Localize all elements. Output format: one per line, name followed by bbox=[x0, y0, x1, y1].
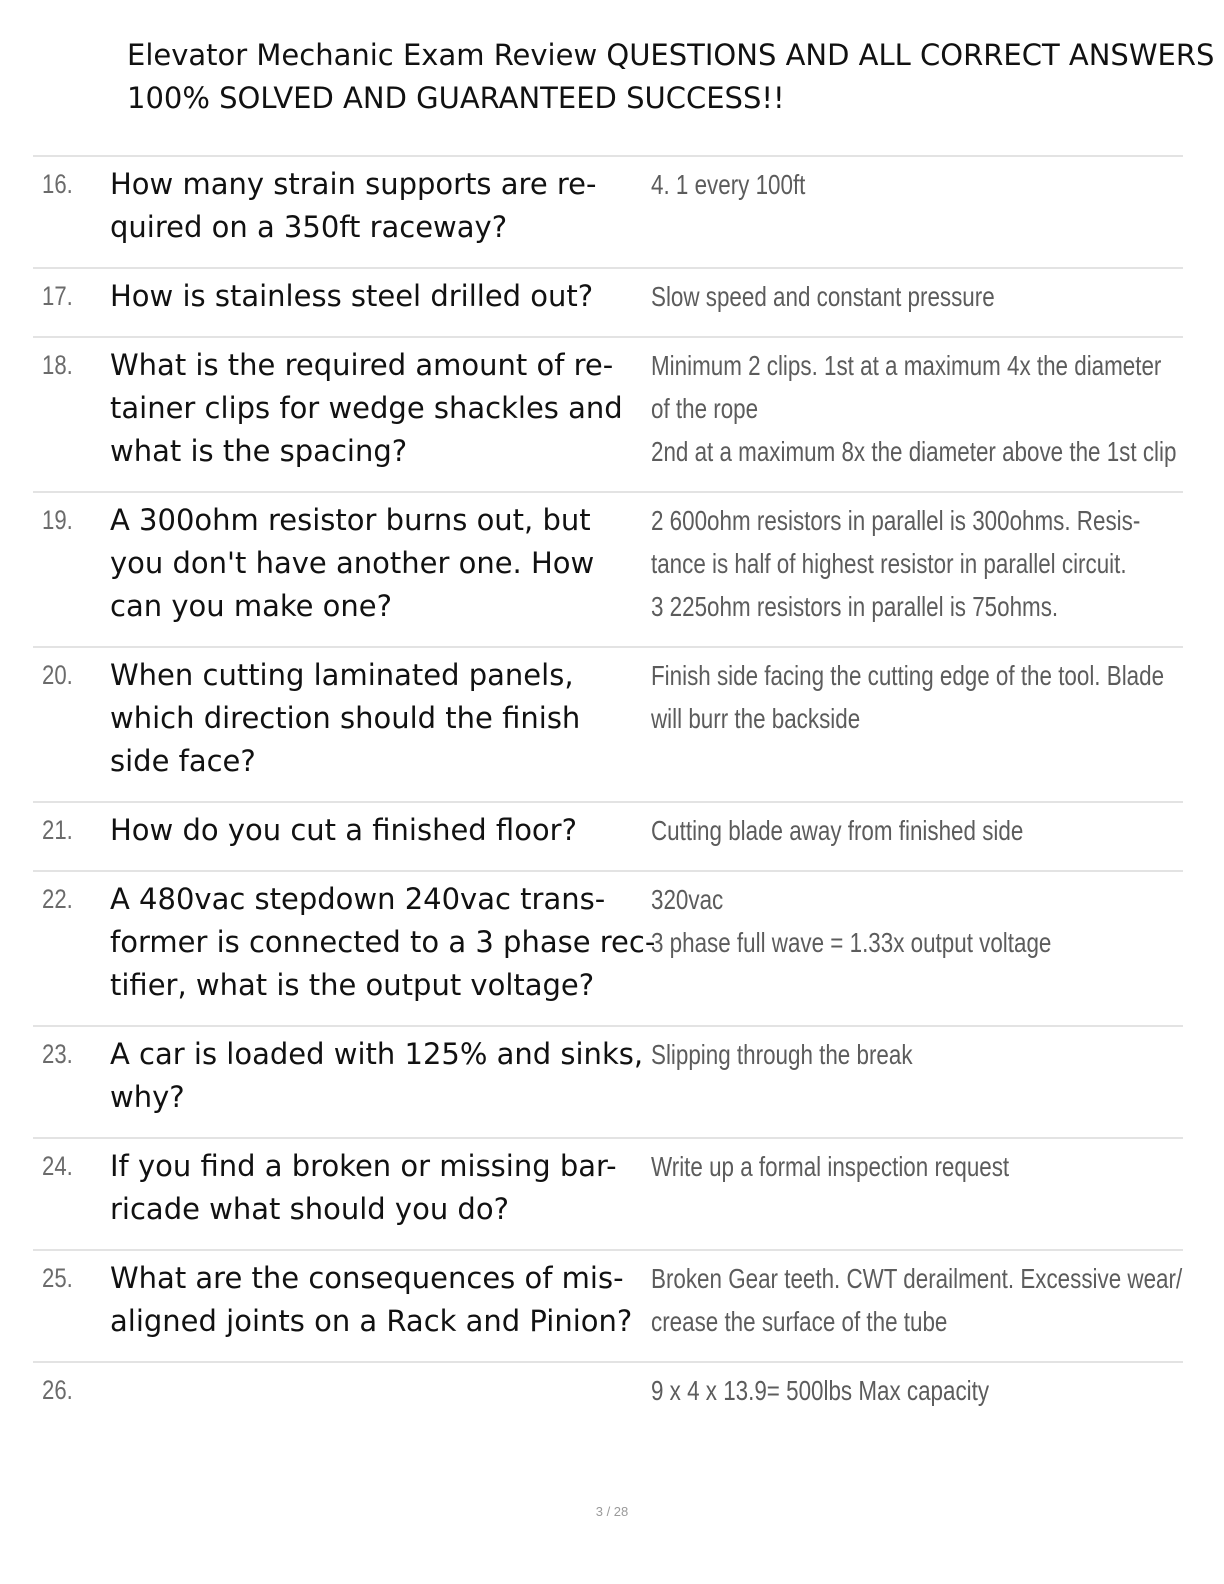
qa-row bbox=[33, 1025, 1183, 1137]
question-line: A 300ohm resistor burns out, but bbox=[110, 503, 591, 537]
question-number: 23. bbox=[42, 1039, 73, 1069]
question-line: quired on a 350ft raceway? bbox=[110, 210, 508, 244]
question-line: When cutting laminated panels, bbox=[110, 658, 574, 692]
answer-text bbox=[651, 809, 1075, 852]
question-line: How do you cut a finished floor? bbox=[110, 813, 577, 847]
question-line: What is the required amount of re- bbox=[110, 348, 614, 382]
answer-line: of the rope bbox=[651, 393, 759, 424]
qa-row bbox=[33, 267, 1183, 336]
question-line: If you find a broken or missing bar- bbox=[110, 1149, 617, 1183]
answer-line: 3 phase full wave = 1.33x output voltage bbox=[651, 927, 1052, 958]
answer-line: Minimum 2 clips. 1st at a maximum 4x the diameter bbox=[651, 350, 1162, 381]
qa-row bbox=[33, 155, 1183, 267]
answer-line: 3 225ohm resistors in parallel is 75ohms. bbox=[651, 591, 1059, 622]
question-line: How many strain supports are re- bbox=[110, 167, 597, 201]
question-number: 26. bbox=[42, 1375, 73, 1405]
question-line: why? bbox=[110, 1080, 185, 1114]
question-text bbox=[110, 1145, 650, 1231]
answer-text bbox=[651, 1145, 1075, 1188]
question-line: side face? bbox=[110, 744, 256, 778]
answer-text bbox=[651, 654, 1165, 740]
question-number: 17. bbox=[42, 281, 73, 311]
question-line: can you make one? bbox=[110, 589, 393, 623]
answer-text bbox=[651, 344, 1177, 473]
answer-text bbox=[651, 1369, 1075, 1412]
answer-text bbox=[651, 275, 1075, 318]
qa-row bbox=[33, 1361, 1183, 1430]
question-number: 21. bbox=[42, 815, 73, 845]
question-number: 20. bbox=[42, 660, 73, 690]
question-line: former is connected to a 3 phase rec- bbox=[110, 925, 656, 959]
qa-row bbox=[33, 870, 1183, 1025]
question-number: 25. bbox=[42, 1263, 73, 1293]
question-text bbox=[110, 344, 650, 473]
answer-line: crease the surface of the tube bbox=[651, 1306, 948, 1337]
question-number: 24. bbox=[42, 1151, 73, 1181]
answer-line: tance is half of highest resistor in parallel circuit. bbox=[651, 548, 1127, 579]
question-text bbox=[110, 1033, 650, 1119]
question-line: ricade what should you do? bbox=[110, 1192, 509, 1226]
question-number: 16. bbox=[42, 169, 73, 199]
question-number: 19. bbox=[42, 505, 73, 535]
answer-line: 2 600ohm resistors in parallel is 300ohms. Resis- bbox=[651, 505, 1141, 536]
question-text bbox=[110, 163, 650, 249]
answer-line: Finish side facing the cutting edge of the tool. Blade bbox=[651, 660, 1165, 691]
question-line: A car is loaded with 125% and sinks, bbox=[110, 1037, 644, 1071]
qa-row bbox=[33, 1137, 1183, 1249]
question-text bbox=[110, 809, 650, 852]
question-number: 18. bbox=[42, 350, 73, 380]
answer-text bbox=[651, 1033, 1075, 1076]
answer-line: Slow speed and constant pressure bbox=[651, 281, 995, 312]
answer-line: Write up a formal inspection request bbox=[651, 1151, 1010, 1182]
question-line: A 480vac stepdown 240vac trans- bbox=[110, 882, 606, 916]
question-line: tifier, what is the output voltage? bbox=[110, 968, 595, 1002]
document-title-line-1: Elevator Mechanic Exam Review QUESTIONS AND ALL CORRECT ANSWERS bbox=[127, 38, 1215, 72]
question-line: tainer clips for wedge shackles and bbox=[110, 391, 623, 425]
document-title-line-2: 100% SOLVED AND GUARANTEED SUCCESS!! bbox=[127, 81, 785, 115]
question-line: what is the spacing? bbox=[110, 434, 408, 468]
qa-row bbox=[33, 801, 1183, 870]
qa-table bbox=[33, 155, 1183, 1430]
question-number: 22. bbox=[42, 884, 73, 914]
answer-text bbox=[651, 499, 1141, 628]
answer-line: 9 x 4 x 13.9= 500lbs Max capacity bbox=[651, 1375, 990, 1406]
qa-row bbox=[33, 1249, 1183, 1361]
answer-line: 2nd at a maximum 8x the diameter above the 1st clip bbox=[651, 436, 1177, 467]
question-text bbox=[110, 275, 650, 318]
qa-row bbox=[33, 336, 1183, 491]
document-title bbox=[127, 34, 1224, 120]
question-line: How is stainless steel drilled out? bbox=[110, 279, 594, 313]
answer-line: Slipping through the break bbox=[651, 1039, 913, 1070]
question-line: What are the consequences of mis- bbox=[110, 1261, 624, 1295]
page-indicator: 3 / 28 bbox=[595, 1504, 629, 1519]
answer-line: Cutting blade away from finished side bbox=[651, 815, 1024, 846]
answer-text bbox=[651, 163, 1075, 206]
question-text bbox=[110, 499, 650, 628]
question-line: you don't have another one. How bbox=[110, 546, 595, 580]
question-text bbox=[110, 878, 656, 1007]
question-text bbox=[110, 1257, 650, 1343]
answer-line: will burr the backside bbox=[651, 703, 861, 734]
answer-line: Broken Gear teeth. CWT derailment. Excessive wear/ bbox=[651, 1263, 1183, 1294]
answer-text bbox=[651, 1257, 1183, 1343]
question-line: aligned joints on a Rack and Pinion? bbox=[110, 1304, 633, 1338]
qa-row bbox=[33, 491, 1183, 646]
question-text bbox=[110, 654, 650, 783]
question-line: which direction should the finish bbox=[110, 701, 581, 735]
answer-line: 320vac bbox=[651, 884, 724, 915]
answer-text bbox=[651, 878, 1075, 964]
qa-row bbox=[33, 646, 1183, 801]
answer-line: 4. 1 every 100ft bbox=[651, 169, 806, 200]
